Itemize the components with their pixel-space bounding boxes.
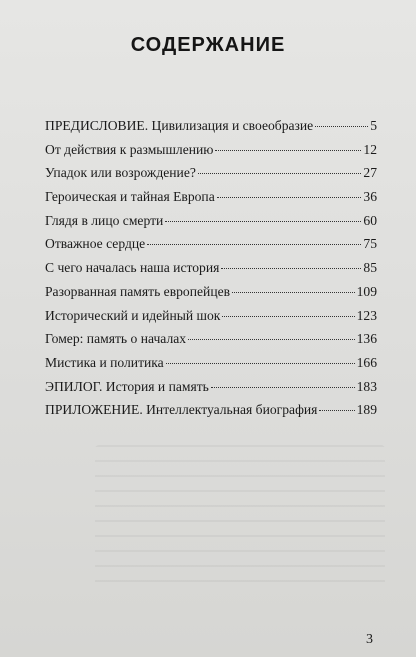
toc-entry <box>45 189 377 213</box>
toc-entry-page: 183 <box>356 378 377 394</box>
toc-entry-title: Мистика и политика <box>45 354 164 370</box>
toc-entry-page: 85 <box>363 260 377 276</box>
toc-entry-page: 27 <box>363 165 377 181</box>
dot-leader <box>198 173 362 174</box>
toc-entry-title: С чего началась наша история <box>45 260 220 276</box>
toc-entry-title: ПРИЛОЖЕНИЕ. Интеллектуальная биография <box>45 402 318 418</box>
toc-entry-page: 5 <box>370 118 377 133</box>
dot-leader <box>221 268 361 269</box>
toc-entry-title: Героическая и тайная Европа <box>45 189 215 205</box>
page-number: 3 <box>366 632 373 647</box>
dot-leader <box>222 316 354 317</box>
toc-entry-title: Отважное сердце <box>45 236 146 252</box>
toc-entry-page: 36 <box>363 189 377 205</box>
toc-entry-page: 75 <box>363 236 377 252</box>
toc-entry <box>45 260 377 284</box>
toc-entry <box>45 142 377 166</box>
dot-leader <box>319 410 354 411</box>
toc-entry-page: 109 <box>356 283 377 299</box>
toc-entry-page: 123 <box>356 307 377 323</box>
toc-entry-title: Исторический и идейный шок <box>45 307 221 323</box>
toc-entry <box>45 331 377 355</box>
dot-leader <box>315 126 368 127</box>
dot-leader <box>211 387 355 388</box>
bleed-through-text <box>95 445 385 595</box>
dot-leader <box>188 339 355 340</box>
toc-entry <box>45 308 377 332</box>
toc-entry-page: 12 <box>363 141 377 157</box>
toc-entry-title: Разорванная память европейцев <box>45 283 231 299</box>
toc-entry-title: Упадок или возрождение? <box>45 165 196 181</box>
table-of-contents <box>45 118 377 426</box>
toc-entry-title: Глядя в лицо смерти <box>45 212 164 228</box>
toc-entry-page: 60 <box>363 212 377 228</box>
dot-leader <box>232 292 355 293</box>
dot-leader <box>165 221 361 222</box>
dot-leader <box>217 197 362 198</box>
dot-leader <box>215 150 361 151</box>
toc-entry-page: 166 <box>356 354 377 370</box>
toc-entry <box>45 402 377 426</box>
toc-entry <box>45 213 377 237</box>
toc-entry <box>45 118 377 142</box>
toc-entry-page: 136 <box>356 331 377 347</box>
toc-entry <box>45 284 377 308</box>
toc-entry-title: ЭПИЛОГ. История и память <box>45 378 209 394</box>
toc-entry-title: От действия к размышлению <box>45 141 214 157</box>
toc-entry-page: 189 <box>356 402 377 418</box>
toc-entry <box>45 355 377 379</box>
dot-leader <box>166 363 355 364</box>
toc-entry-title: Гомер: память о началах <box>45 331 187 347</box>
page-title: СОДЕРЖАНИЕ <box>130 34 286 56</box>
toc-entry <box>45 236 377 260</box>
toc-entry <box>45 379 377 403</box>
toc-entry <box>45 165 377 189</box>
toc-entry-title: ПРЕДИСЛОВИЕ. Цивилизация и своеобразие <box>45 118 314 133</box>
dot-leader <box>147 244 361 245</box>
